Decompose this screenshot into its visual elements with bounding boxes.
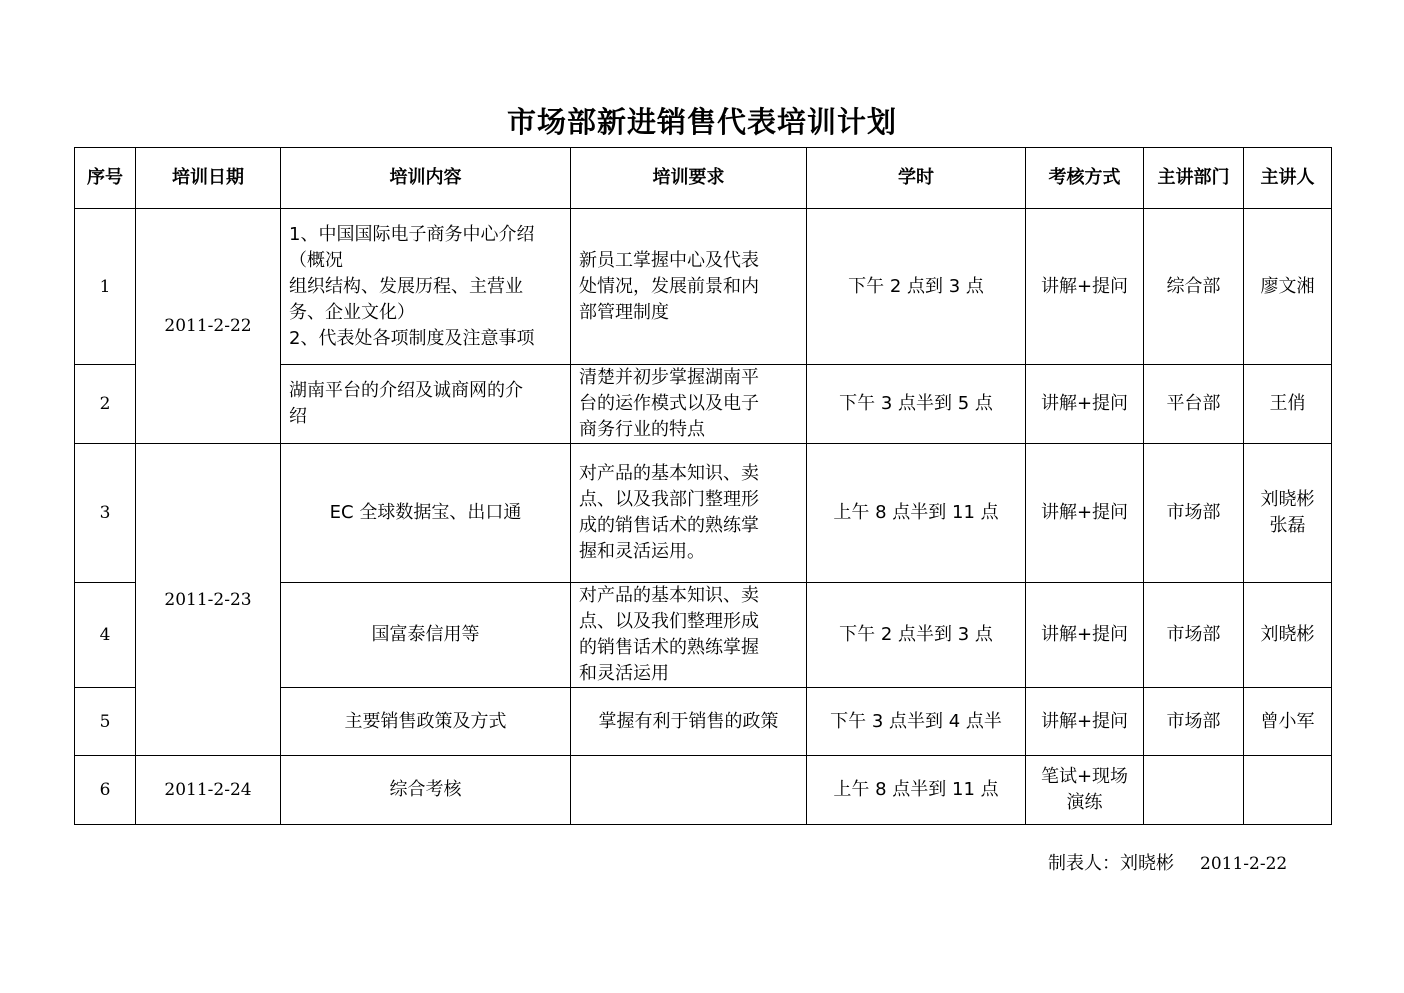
- requirement-cell: [571, 365, 807, 444]
- maker-label: 制表人：刘晓彬: [1048, 853, 1174, 874]
- row-number: 3: [75, 444, 136, 583]
- speaker-line: 廖文湘: [1260, 275, 1315, 297]
- assessment-cell: [1026, 209, 1144, 365]
- requirement-line: 点、以及我们整理形成: [579, 611, 759, 632]
- requirement-line: 部管理制度: [579, 301, 669, 323]
- requirement-line: 对产品的基本知识、卖: [579, 463, 759, 484]
- date-cell: 2011-2-23: [136, 444, 281, 756]
- assessment-cell: [1026, 756, 1144, 825]
- hours-cell: 下午 2 点半到 3 点: [807, 583, 1026, 688]
- requirement-line: 成的销售话术的熟练掌: [579, 515, 759, 536]
- speaker-line: 曾小军: [1260, 710, 1315, 732]
- content-line: 主要销售政策及方式: [344, 710, 507, 732]
- content-cell: [281, 365, 571, 444]
- hours-cell: 下午 3 点半到 4 点半: [807, 688, 1026, 756]
- header-cell: 主讲人: [1244, 148, 1332, 209]
- speaker-cell: [1244, 688, 1332, 756]
- table-row: [75, 756, 1332, 825]
- content-line: 国富泰信用等: [371, 624, 480, 645]
- requirement-line: 对产品的基本知识、卖: [579, 585, 759, 606]
- speaker-cell: [1244, 756, 1332, 825]
- header-cell: 学时: [807, 148, 1026, 209]
- footer: [1048, 850, 1287, 878]
- assessment-cell: [1026, 444, 1144, 583]
- speaker-line: 王俏: [1269, 393, 1306, 414]
- speaker-line: 张磊: [1269, 515, 1306, 536]
- hours-cell: 下午 3 点半到 5 点: [807, 365, 1026, 444]
- requirement-line: 清楚并初步掌握湖南平: [579, 367, 759, 388]
- content-cell: [281, 209, 571, 365]
- requirement-line: 的销售话术的熟练掌握: [579, 637, 759, 658]
- assessment-cell: [1026, 688, 1144, 756]
- speaker-cell: [1244, 583, 1332, 688]
- header-cell: 培训内容: [281, 148, 571, 209]
- row-number: 6: [75, 756, 136, 825]
- department-cell: 市场部: [1144, 444, 1244, 583]
- speaker-cell: [1244, 209, 1332, 365]
- requirement-line: 商务行业的特点: [579, 419, 705, 440]
- content-cell: [281, 444, 571, 583]
- department-cell: 市场部: [1144, 688, 1244, 756]
- content-cell: [281, 756, 571, 825]
- content-line: 湖南平台的介绍及诚商网的介: [289, 380, 523, 401]
- assessment-line: 讲解+提问: [1040, 710, 1129, 732]
- content-line: 务、企业文化）: [289, 301, 415, 323]
- hours-cell: 下午 2 点到 3 点: [807, 209, 1026, 365]
- row-number: 4: [75, 583, 136, 688]
- speaker-cell: [1244, 365, 1332, 444]
- department-cell: [1144, 756, 1244, 825]
- content-cell: [281, 583, 571, 688]
- requirement-line: 台的运作模式以及电子: [579, 393, 759, 414]
- requirement-cell: [571, 756, 807, 825]
- hours-cell: 上午 8 点半到 11 点: [807, 444, 1026, 583]
- content-line: 2、代表处各项制度及注意事项: [289, 327, 535, 349]
- assessment-line: 演练: [1066, 792, 1103, 813]
- speaker-cell: [1244, 444, 1332, 583]
- header-cell: 培训日期: [136, 148, 281, 209]
- requirement-cell: [571, 209, 807, 365]
- content-line: 绍: [289, 406, 307, 427]
- content-line: EC 全球数据宝、出口通: [329, 502, 522, 523]
- requirement-cell: [571, 583, 807, 688]
- row-number: 2: [75, 365, 136, 444]
- assessment-line: 讲解+提问: [1040, 393, 1129, 414]
- hours-cell: 上午 8 点半到 11 点: [807, 756, 1026, 825]
- date-cell: 2011-2-22: [136, 209, 281, 444]
- requirement-line: 和灵活运用: [579, 663, 669, 684]
- footer-date: 2011-2-22: [1200, 854, 1288, 874]
- assessment-line: 讲解+提问: [1040, 275, 1129, 297]
- assessment-cell: [1026, 365, 1144, 444]
- content-line: （概况: [289, 249, 343, 271]
- content-line: 组织结构、发展历程、主营业: [289, 275, 523, 297]
- assessment-line: 笔试+现场: [1040, 766, 1129, 787]
- department-cell: 平台部: [1144, 365, 1244, 444]
- page-title: 市场部新进销售代表培训计划: [506, 105, 897, 139]
- speaker-line: 刘晓彬: [1260, 624, 1315, 645]
- header-row: [75, 148, 1332, 209]
- header-cell: 考核方式: [1026, 148, 1144, 209]
- speaker-line: 刘晓彬: [1260, 489, 1315, 510]
- requirement-cell: [571, 688, 807, 756]
- assessment-line: 讲解+提问: [1040, 502, 1129, 523]
- requirement-line: 握和灵活运用。: [579, 541, 705, 562]
- requirement-line: 新员工掌握中心及代表: [579, 249, 759, 271]
- requirement-line: 掌握有利于销售的政策: [598, 710, 779, 732]
- date-cell: 2011-2-24: [136, 756, 281, 825]
- content-line: 综合考核: [389, 779, 462, 800]
- training-plan-table: [74, 147, 1332, 825]
- requirement-cell: [571, 444, 807, 583]
- department-cell: 市场部: [1144, 583, 1244, 688]
- table-row: [75, 444, 1332, 583]
- assessment-cell: [1026, 583, 1144, 688]
- header-cell: 主讲部门: [1144, 148, 1244, 209]
- row-number: 5: [75, 688, 136, 756]
- department-cell: 综合部: [1144, 209, 1244, 365]
- row-number: 1: [75, 209, 136, 365]
- table-row: [75, 209, 1332, 365]
- content-cell: [281, 688, 571, 756]
- content-line: 1、中国国际电子商务中心介绍: [289, 223, 535, 245]
- requirement-line: 点、以及我部门整理形: [579, 489, 759, 510]
- header-cell: 序号: [75, 148, 136, 209]
- assessment-line: 讲解+提问: [1040, 624, 1129, 645]
- requirement-line: 处情况，发展前景和内: [579, 275, 759, 297]
- header-cell: 培训要求: [571, 148, 807, 209]
